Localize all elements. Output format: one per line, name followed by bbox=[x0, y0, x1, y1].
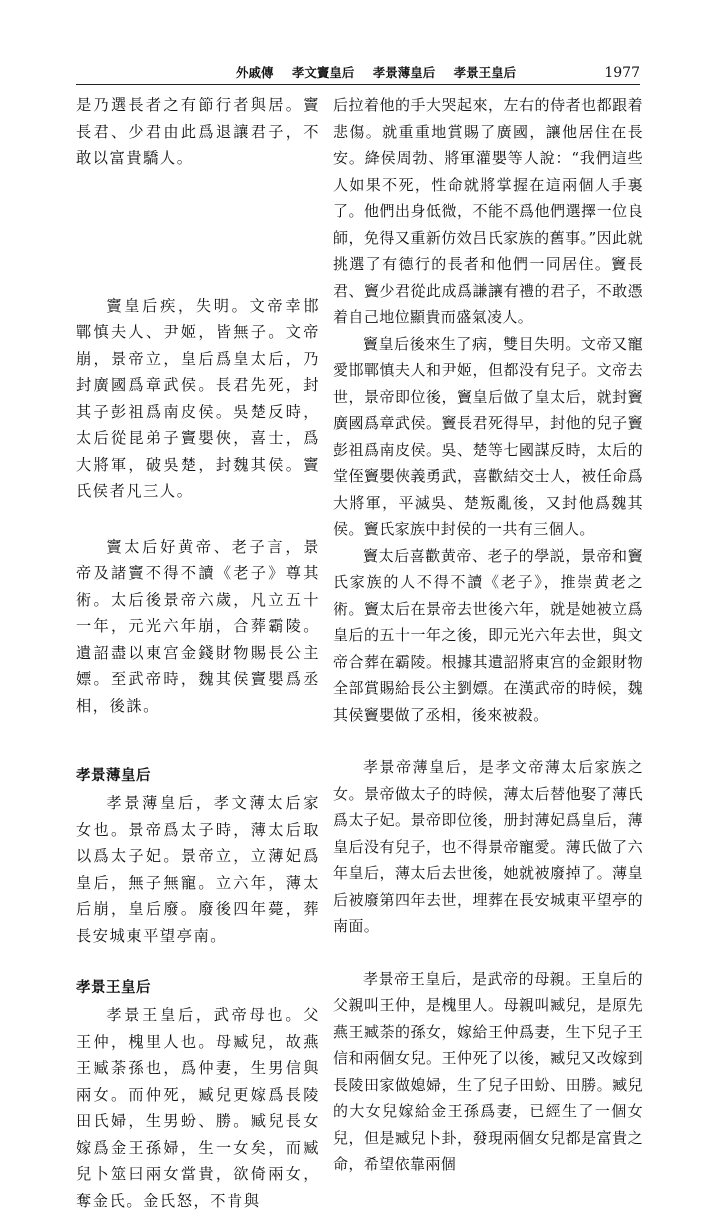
original-paragraph-5: 孝景王皇后，武帝母也。父王仲，槐里人也。母臧兒，故燕王臧荼孫也，爲仲妻，生男信與兩女。而仲死，臧兒更嫁爲長陵田氏婦，生男蚡、勝。臧兒長女嫁爲金王孫婦，生一女矣，而臧兒卜筮曰兩女當貴，欲倚兩女，奪金氏。金氏怒，不肯與 bbox=[76, 1006, 320, 1210]
chapter-title: 外戚傳 bbox=[236, 65, 274, 80]
section-title-bo: 孝景薄皇后 bbox=[76, 768, 151, 784]
original-paragraph-1: 是乃選長者之有節行者與居。竇長君、少君由此爲退讓君子，不敢以富貴驕人。 bbox=[76, 96, 320, 167]
running-head bbox=[76, 62, 640, 85]
translation-paragraph-4: 孝景帝薄皇后，是孝文帝薄太后家族之女。景帝做太子的時候，薄太后替他娶了薄氏爲太子妃。景帝即位後，册封薄妃爲皇后，薄皇后没有兒子，也不得景帝寵愛。薄氏做了六年皇后，薄太后去世後，她就被廢掉了。薄皇后被廢第四年去世，埋葬在長安城東平望亭的南面。 bbox=[333, 758, 643, 935]
translation-paragraph-5: 孝景帝王皇后，是武帝的母親。王皇后的父親叫王仲，是槐里人。母親叫臧兒，是原先燕王臧荼的孫女，嫁給王仲爲妻，生下兒子王信和兩個女兒。王仲死了以後，臧兒又改嫁到長陵田家做媳婦，生了兒子田蚡、田勝。臧兒的大女兒嫁給金王孫爲妻，已經生了一個女兒，但是臧兒卜卦，發現兩個女兒都是富貴之命，希望依靠兩個 bbox=[333, 969, 643, 1173]
section-title-wang: 孝景王皇后 bbox=[76, 980, 151, 996]
running-head-titles bbox=[236, 62, 530, 84]
original-text-column bbox=[76, 92, 320, 1214]
page-number: 1977 bbox=[604, 65, 640, 81]
original-paragraph-4: 孝景薄皇后，孝文薄太后家女也。景帝爲太子時，薄太后取以爲太子妃。景帝立，立薄妃爲皇后，無子無寵。立六年，薄太后崩，皇后廢。廢後四年薨，葬長安城東平望亭南。 bbox=[76, 794, 320, 945]
translation-paragraph-3: 竇太后喜歡黄帝、老子的學説，景帝和竇氏家族的人不得不讀《老子》，推崇黄老之術。竇太后在景帝去世後六年，就是她被立爲皇后的五十一年之後，即元光六年去世，與文帝合葬在霸陵。根據其遺詔將東宫的金銀財物全部賞賜給長公主劉嫖。在漢武帝的時候，魏其侯竇嬰做了丞相，後來被殺。 bbox=[333, 546, 643, 724]
section-head-2: 孝景薄皇后 bbox=[372, 65, 436, 80]
translation-paragraph-2: 竇皇后後來生了病，雙目失明。文帝又寵愛邯鄲慎夫人和尹姬，但都没有兒子。文帝去世，景帝即位後，竇皇后做了皇太后，就封竇廣國爲章武侯。竇長君死得早，封他的兒子竇彭祖爲南皮侯。吳、楚等七國謀反時，太后的堂侄竇嬰俠義勇武，喜歡結交士人，被任命爲大將軍，平滅吳、楚叛亂後，又封他爲魏其侯。竇氏家族中封侯的一共有三個人。 bbox=[333, 334, 643, 538]
translation-paragraph-1: 后拉着他的手大哭起來，左右的侍者也都跟着悲傷。就重重地賞賜了廣國，讓他居住在長安。絳侯周勃、將軍灌嬰等人說：“我們這些人如果不死，性命就將掌握在這兩個人手裏了。他們出身低微，不能不爲他們選擇一位良師，免得又重新仿效吕氏家族的舊事。”因此就挑選了有德行的長者和他們一同居住。竇長君、竇少君從此成爲謙讓有禮的君子，不敢憑着自己地位顯貴而盛氣凌人。 bbox=[333, 96, 643, 326]
original-paragraph-3: 竇太后好黄帝、老子言，景帝及諸竇不得不讀《老子》尊其術。太后後景帝六歲，凡立五十一年，元光六年崩，合葬霸陵。遺詔盡以東宫金錢財物賜長公主嫖。至武帝時，魏其侯竇嬰爲丞相，後誅。 bbox=[76, 537, 320, 715]
section-head-1: 孝文竇皇后 bbox=[291, 65, 355, 80]
section-head-3: 孝景王皇后 bbox=[453, 65, 517, 80]
original-paragraph-2: 竇皇后疾，失明。文帝幸邯鄲慎夫人、尹姬，皆無子。文帝崩，景帝立，皇后爲皇太后，乃封廣國爲章武侯。長君先死，封其子彭祖爲南皮侯。吳楚反時，太后從昆弟子竇嬰俠，喜士，爲大將軍，破吳楚，封魏其侯。竇氏侯者凡三人。 bbox=[76, 296, 320, 500]
translation-column bbox=[333, 92, 643, 1178]
